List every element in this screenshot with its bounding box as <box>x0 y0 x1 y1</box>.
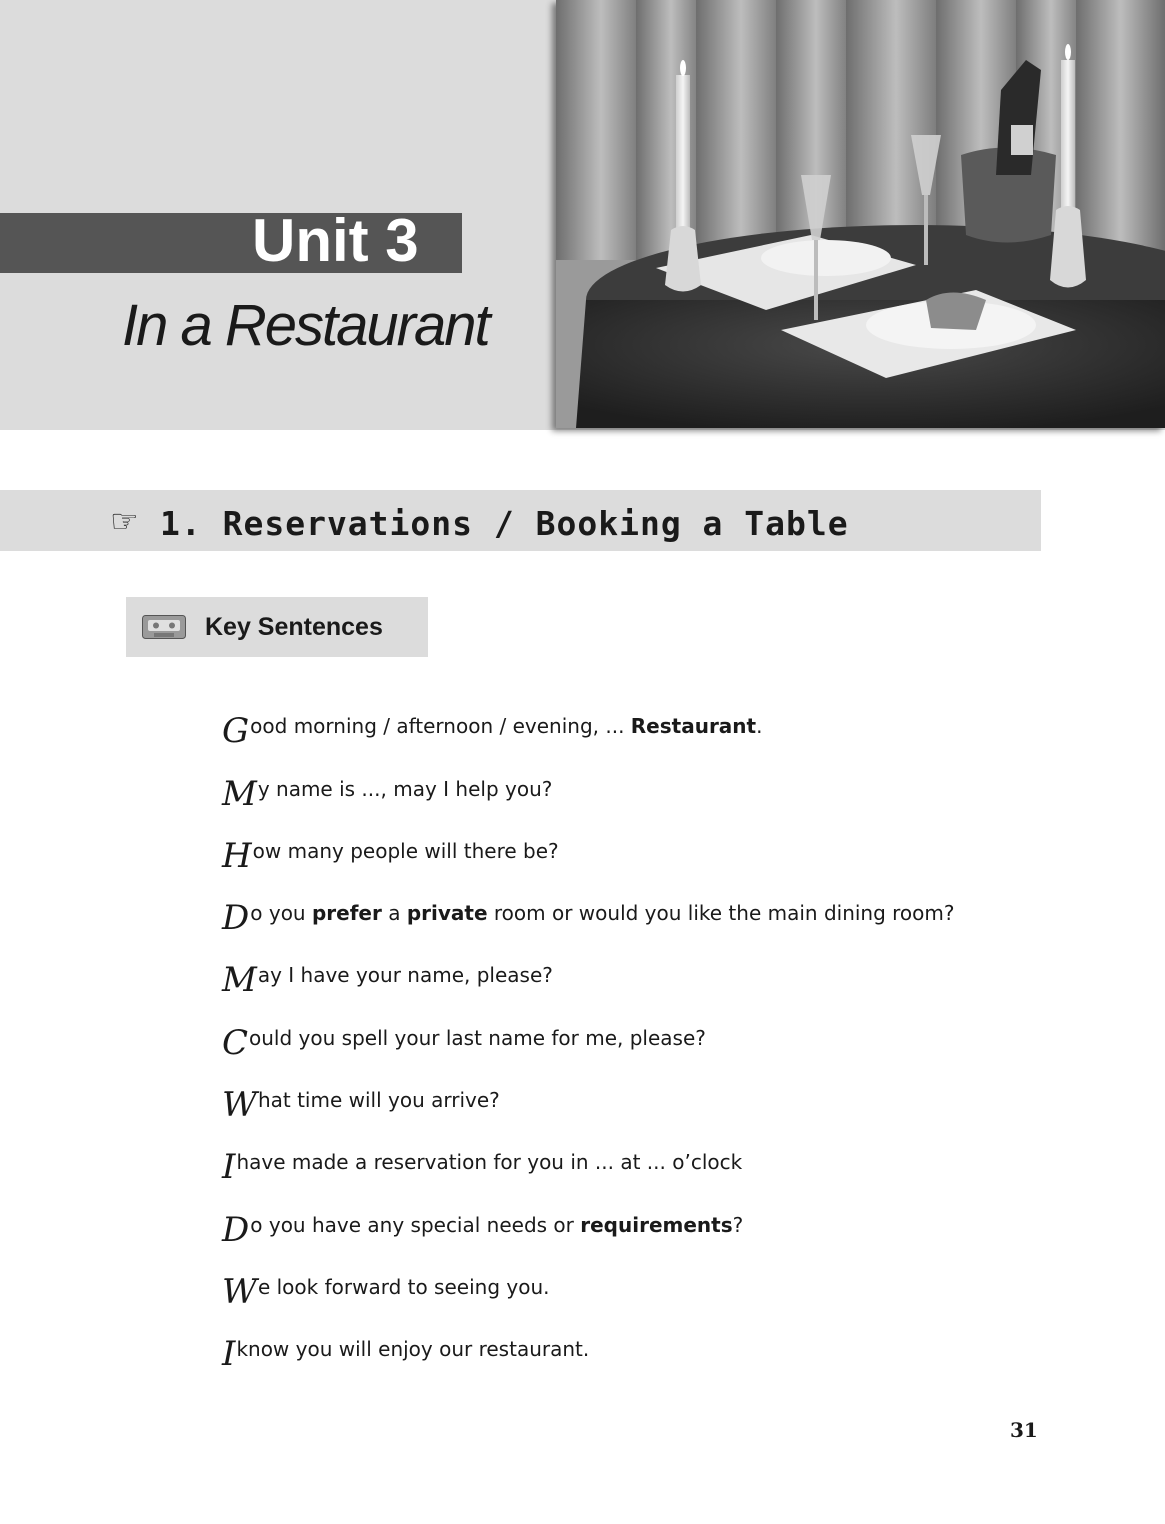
sentence-text <box>257 1274 550 1303</box>
sentence-fragment: ow many people will there be? <box>252 838 559 863</box>
key-sentence <box>222 680 1022 752</box>
sentence-fragment: y name is ..., may I help you? <box>257 776 553 801</box>
drop-initial: D <box>222 898 250 939</box>
unit-title: Unit 3 <box>252 207 419 274</box>
page-number: 31 <box>1010 1418 1038 1442</box>
sentence-fragment: a <box>381 901 407 926</box>
sentence-text <box>258 965 553 991</box>
drop-initial: D <box>222 1209 250 1250</box>
bold-keyword: private <box>406 901 488 926</box>
key-sentence <box>222 991 1022 1063</box>
sentence-text <box>250 903 954 929</box>
drop-initial: I <box>222 1147 236 1188</box>
drop-initial: M <box>222 773 257 814</box>
sentence-fragment: room or would you like the main dining room? <box>487 901 955 926</box>
restaurant-table-photo <box>556 0 1165 428</box>
key-sentences-label: Key Sentences <box>205 613 383 641</box>
sentence-text <box>250 1212 744 1241</box>
sentence-text <box>257 776 553 805</box>
bold-keyword: Restaurant <box>630 714 757 739</box>
unit-subtitle: In a Restaurant <box>122 293 489 358</box>
key-sentence <box>222 1241 1022 1312</box>
sentence-text <box>250 716 762 742</box>
sentence-fragment: . <box>756 714 763 739</box>
bold-keyword: prefer <box>311 901 382 926</box>
key-sentence <box>222 742 1022 814</box>
bold-keyword: requirements <box>580 1212 733 1237</box>
sentence-text <box>249 1025 706 1054</box>
section-title: 1. Reservations / Booking a Table <box>160 504 849 543</box>
drop-initial: G <box>222 711 250 752</box>
sentence-fragment: have made a reservation for you in ... at ... o’clock <box>236 1150 743 1175</box>
sentence-fragment: ould you spell your last name for me, please? <box>249 1025 706 1050</box>
key-sentence <box>222 867 1022 939</box>
sentence-text <box>252 838 559 867</box>
key-sentences-list <box>222 680 1022 1375</box>
drop-initial: C <box>222 1022 249 1063</box>
sentence-fragment: hat time will you arrive? <box>257 1088 500 1113</box>
key-sentence <box>222 1054 1022 1126</box>
sentence-text <box>258 1090 500 1116</box>
key-sentence <box>222 805 1022 876</box>
key-sentence <box>222 929 1022 1001</box>
sentence-fragment: ? <box>732 1212 744 1237</box>
pointing-hand-icon: ☞ <box>110 502 139 540</box>
sentence-fragment: ood morning / afternoon / evening, ... <box>250 714 631 739</box>
drop-initial: I <box>222 1334 236 1375</box>
drop-initial: M <box>222 960 257 1001</box>
key-sentence <box>222 1303 1022 1375</box>
drop-initial: W <box>222 1085 257 1126</box>
sentence-fragment: know you will enjoy our restaurant. <box>236 1337 590 1362</box>
sentence-fragment: o you <box>250 901 312 926</box>
sentence-fragment: o you have any special needs or <box>250 1212 581 1237</box>
key-sentence <box>222 1116 1022 1188</box>
sentence-text <box>236 1152 742 1178</box>
sentence-text <box>236 1339 589 1365</box>
sentence-fragment: e look forward to seeing you. <box>257 1274 550 1299</box>
key-sentence <box>222 1178 1022 1250</box>
cassette-tape-icon <box>142 615 186 639</box>
drop-initial: W <box>222 1271 257 1312</box>
drop-initial: H <box>222 835 252 876</box>
sentence-fragment: ay I have your name, please? <box>257 963 553 988</box>
